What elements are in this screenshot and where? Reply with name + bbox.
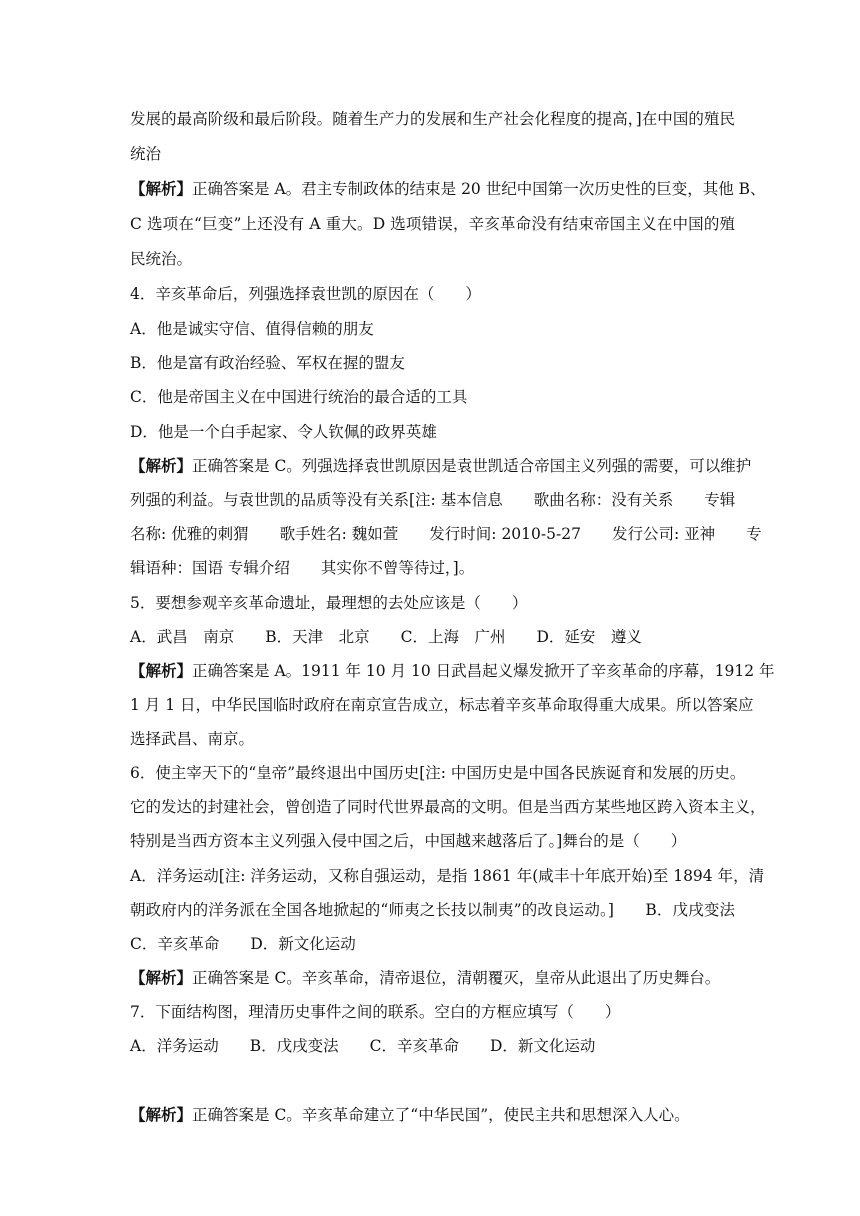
question-5: 5．要想参观辛亥革命遗址，最理想的去处应该是（ ） [130,594,528,612]
analysis-label: 【解析】 [130,1105,193,1124]
text-line: C 选项在“巨变”上还没有 A 重大。D 选项错误，辛亥革命没有结束帝国主义在中国的殖 [130,215,735,233]
options-line: A．武昌 南京 B．天津 北京 C．上海 广州 D．延安 遵义 [130,628,642,646]
options-line: A．洋务运动 B．戊戌变法 C．辛亥革命 D．新文化运动 [130,1037,596,1055]
options-line: C．辛亥革命 D．新文化运动 [130,935,356,953]
text-line: 列强的利益。与袁世凯的品质等没有关系[注: 基本信息 歌曲名称：没有关系 专辑 [130,491,736,509]
text-line: 1 月 1 日，中华民国临时政府在南京宣告成立，标志着辛亥革命取得重大成果。所以答案应 [130,696,754,714]
option-a: A．洋务运动[注: 洋务运动，又称自强运动，是指 1861 年(咸丰十年底开始)至 1894 年，清 [130,867,765,885]
analysis-label: 【解析】 [130,968,193,987]
option-a: A．他是诚实守信、值得信赖的朋友 [130,320,374,338]
question-4: 4．辛亥革命后，列强选择袁世凯的原因在（ ） [130,285,481,303]
text-line: 名称: 优雅的刺猬 歌手姓名: 魏如萱 发行时间: 2010-5-27 发行公司: 亚神 专 [130,525,762,543]
text-line: 特别是当西方资本主义列强入侵中国之后，中国越来越落后了。]舞台的是（ ） [130,832,687,850]
text-line: 朝政府内的洋务派在全国各地掀起的“师夷之长技以制夷”的改良运动。] B．戊戌变法 [130,901,735,919]
analysis-label: 【解析】 [130,179,193,198]
text-line: 统治 [130,145,162,163]
text-line: 选择武昌、南京。 [130,730,255,748]
text-line: 辑语种：国语 专辑介绍 其实你不曾等待过，]。 [130,559,475,577]
analysis-line: 【解析】正确答案是 C。辛亥革命，清帝退位，清朝覆灭，皇帝从此退出了历史舞台。 [130,968,721,987]
text-line: 民统治。 [130,250,193,268]
analysis-label: 【解析】 [130,456,193,475]
text-line: 发展的最高阶级和最后阶段。随着生产力的发展和生产社会化程度的提高，]在中国的殖民 [130,110,735,128]
question-6: 6．使主宰天下的“皇帝”最终退出中国历史[注: 中国历史是中国各民族诞育和发展的历史。 [130,764,746,782]
option-b: B．他是富有政治经验、军权在握的盟友 [130,354,405,372]
analysis-line: 【解析】正确答案是 C。列强选择袁世凯原因是袁世凯适合帝国主义列强的需要，可以维护 [130,456,752,475]
analysis-line: 【解析】正确答案是 C。辛亥革命建立了“中华民国”，使民主共和思想深入人心。 [130,1105,690,1124]
analysis-line: 【解析】正确答案是 A。1911 年 10 月 10 日武昌起义爆发掀开了辛亥革命的序幕，1912 年 [130,661,775,680]
text-line: 它的发达的封建社会，曾创造了同时代世界最高的文明。但是当西方某些地区跨入资本主义， [130,798,766,816]
option-d: D．他是一个白手起家、令人钦佩的政界英雄 [130,423,437,441]
option-c: C．他是帝国主义在中国进行统治的最合适的工具 [130,388,468,406]
question-7: 7．下面结构图，理清历史事件之间的联系。空白的方框应填写（ ） [130,1003,621,1021]
analysis-line: 【解析】正确答案是 A。君主专制政体的结束是 20 世纪中国第一次历史性的巨变，其他 B、 [130,179,766,198]
analysis-label: 【解析】 [130,661,193,680]
